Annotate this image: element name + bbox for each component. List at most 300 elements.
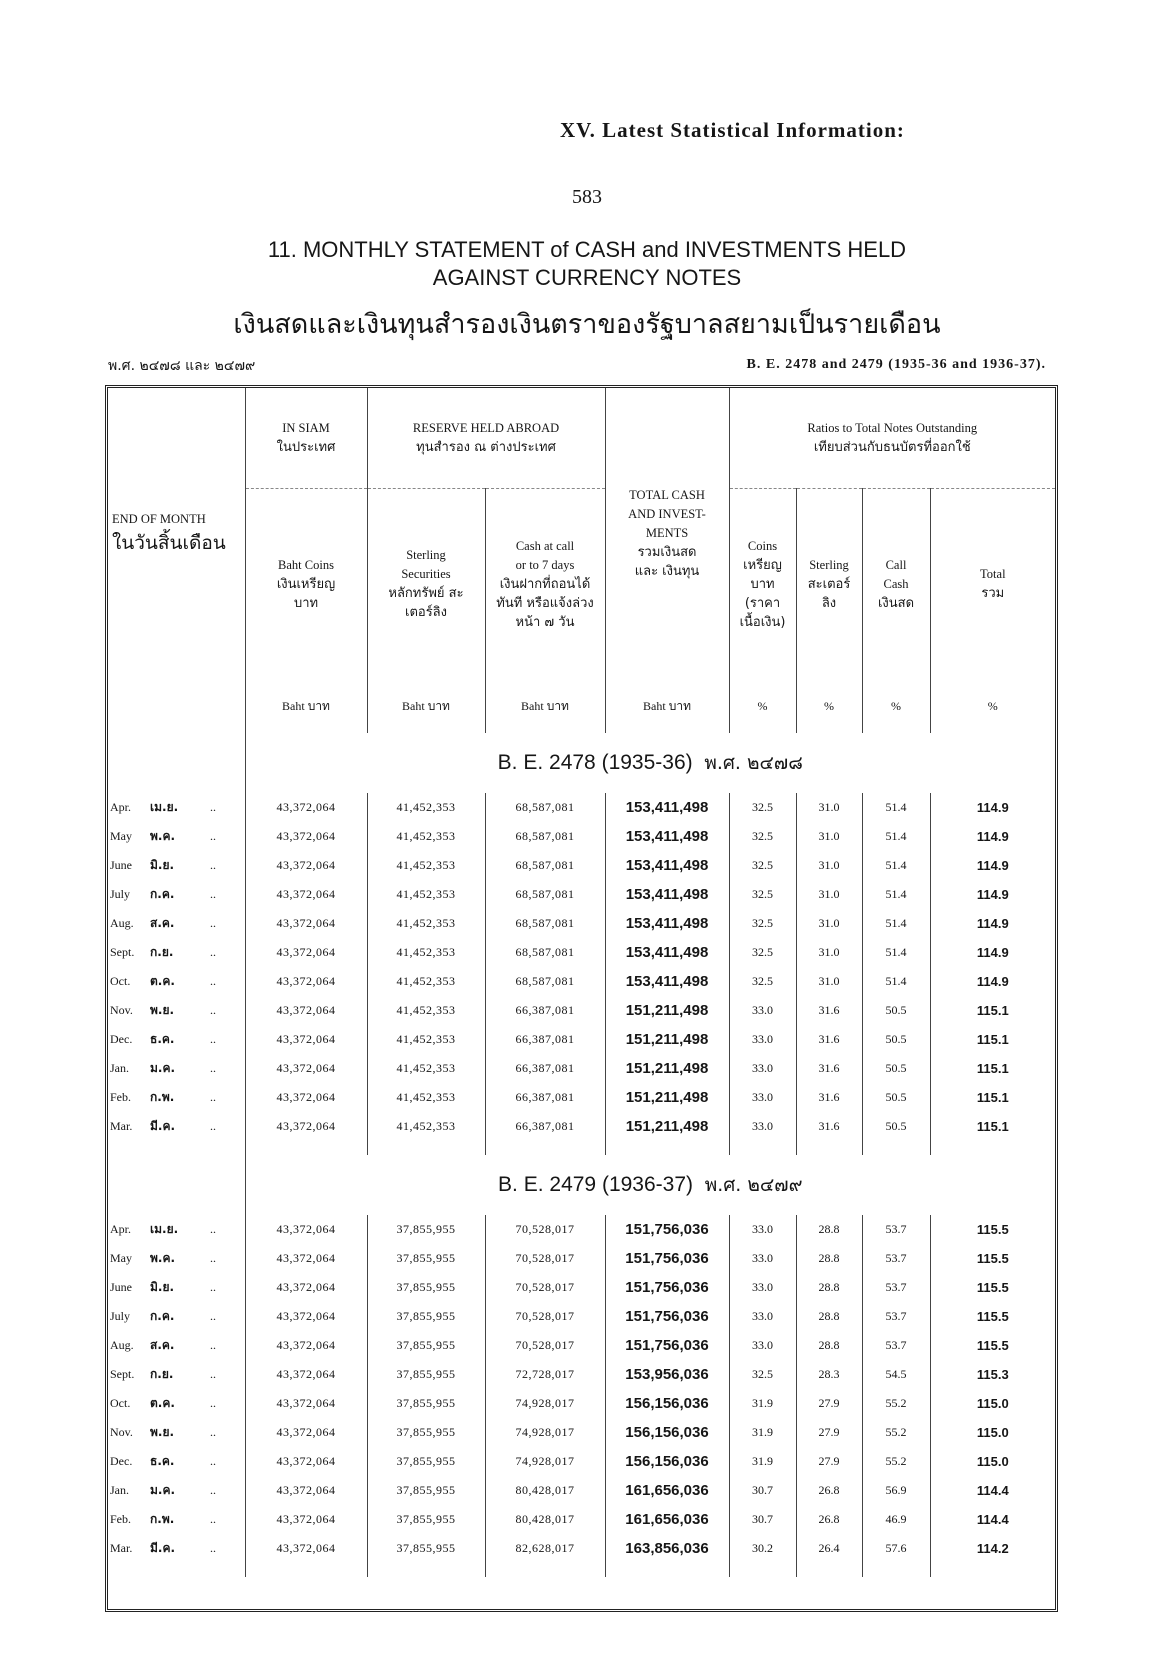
- sterling-securities-cell: 37,855,955: [367, 1418, 485, 1447]
- month-th: พ.ค.: [150, 1251, 176, 1265]
- baht-coins-cell: 43,372,064: [245, 1476, 367, 1505]
- month-en: Feb.: [110, 1512, 131, 1526]
- total-cash-cell: 161,656,036: [605, 1505, 729, 1534]
- baht-coins-cell: 43,372,064: [245, 1447, 367, 1476]
- ratio-sterling-cell: 26.8: [796, 1476, 862, 1505]
- baht-coins-cell: 43,372,064: [245, 1302, 367, 1331]
- month-cell: [108, 1112, 245, 1141]
- ratio-sterling-cell: 31.0: [796, 880, 862, 909]
- table-row: [108, 1476, 1055, 1505]
- ratio-coins-cell: 33.0: [729, 1273, 796, 1302]
- leader-dots: ..: [210, 1367, 216, 1381]
- ratio-coins-cell: 32.5: [729, 793, 796, 822]
- ratio-total-cell: 115.1: [930, 1083, 1055, 1112]
- table-row: [108, 1112, 1055, 1141]
- call-cash-cell: 70,528,017: [485, 1302, 605, 1331]
- month-cell: [108, 1083, 245, 1112]
- leader-dots: ..: [210, 945, 216, 959]
- month-th: เม.ย.: [150, 1222, 179, 1236]
- ratio-sterling-cell: 31.0: [796, 938, 862, 967]
- ratio-call-cell: 50.5: [862, 996, 930, 1025]
- baht-coins-cell: 43,372,064: [245, 1360, 367, 1389]
- baht-coins-cell: 43,372,064: [245, 967, 367, 996]
- leader-dots: ..: [210, 974, 216, 988]
- ratio-total-cell: 115.0: [930, 1389, 1055, 1418]
- ratio-coins-cell: 31.9: [729, 1389, 796, 1418]
- month-en: Nov.: [110, 1425, 133, 1439]
- table-row: [108, 1273, 1055, 1302]
- ratio-coins-cell: 32.5: [729, 1360, 796, 1389]
- leader-dots: ..: [210, 1425, 216, 1439]
- call-cash-cell: 74,928,017: [485, 1418, 605, 1447]
- leader-dots: ..: [210, 1309, 216, 1323]
- ratio-call-cell: 51.4: [862, 880, 930, 909]
- table-row: [108, 822, 1055, 851]
- month-en: Nov.: [110, 1003, 133, 1017]
- ratio-total-cell: 115.5: [930, 1302, 1055, 1331]
- leader-dots: ..: [210, 1032, 216, 1046]
- table-row: [108, 793, 1055, 822]
- ratio-total-cell: 115.1: [930, 1112, 1055, 1141]
- baht-coins-cell: 43,372,064: [245, 822, 367, 851]
- ratio-total-cell: 115.5: [930, 1331, 1055, 1360]
- ratio-call-cell: 51.4: [862, 967, 930, 996]
- leader-dots: ..: [210, 1090, 216, 1104]
- month-cell: [108, 938, 245, 967]
- month-th: ก.พ.: [150, 1512, 175, 1526]
- leader-dots: ..: [210, 887, 216, 901]
- sterling-securities-cell: 37,855,955: [367, 1447, 485, 1476]
- month-th: ก.ย.: [150, 1367, 174, 1381]
- ratio-call-cell: 57.6: [862, 1534, 930, 1563]
- ratio-call-cell: 51.4: [862, 793, 930, 822]
- col-ratio-call-header: Call Cash เงินสด: [862, 489, 930, 680]
- leader-dots: ..: [210, 1251, 216, 1265]
- call-cash-cell: 68,587,081: [485, 909, 605, 938]
- sterling-securities-cell: 41,452,353: [367, 1083, 485, 1112]
- table-row: [108, 1505, 1055, 1534]
- sterling-securities-cell: 37,855,955: [367, 1534, 485, 1563]
- baht-coins-cell: 43,372,064: [245, 1505, 367, 1534]
- total-cash-cell: 153,411,498: [605, 851, 729, 880]
- page-number: 583: [572, 186, 602, 208]
- month-th: ส.ค.: [150, 916, 175, 930]
- month-cell: [108, 1054, 245, 1083]
- baht-coins-cell: 43,372,064: [245, 1215, 367, 1244]
- ratio-sterling-cell: 31.6: [796, 1083, 862, 1112]
- ratio-sterling-cell: 26.4: [796, 1534, 862, 1563]
- col-ratio-coins-header: Coins เหรียญ บาท (ราคาเนื้อเงิน): [729, 489, 796, 680]
- baht-coins-cell: 43,372,064: [245, 1418, 367, 1447]
- year-heading-row: [108, 1155, 1055, 1215]
- call-cash-cell: 68,587,081: [485, 851, 605, 880]
- ratio-coins-cell: 32.5: [729, 822, 796, 851]
- month-cell: [108, 1505, 245, 1534]
- month-en: Feb.: [110, 1090, 131, 1104]
- ratio-coins-cell: 31.9: [729, 1447, 796, 1476]
- title-line-2: AGAINST CURRENCY NOTES: [432, 265, 742, 290]
- call-cash-cell: 66,387,081: [485, 1054, 605, 1083]
- ratio-total-cell: 115.1: [930, 1025, 1055, 1054]
- ratio-total-cell: 115.3: [930, 1360, 1055, 1389]
- sterling-securities-cell: 41,452,353: [367, 822, 485, 851]
- month-cell: [108, 996, 245, 1025]
- month-cell: [108, 1025, 245, 1054]
- baht-coins-cell: 43,372,064: [245, 1534, 367, 1563]
- call-cash-cell: 68,587,081: [485, 938, 605, 967]
- statement-table: [108, 388, 1055, 1577]
- month-en: Mar.: [110, 1119, 133, 1133]
- ratio-coins-cell: 30.7: [729, 1476, 796, 1505]
- ratio-sterling-cell: 31.0: [796, 793, 862, 822]
- month-en: Sept.: [110, 945, 135, 959]
- call-cash-cell: 82,628,017: [485, 1534, 605, 1563]
- ratio-call-cell: 50.5: [862, 1112, 930, 1141]
- sterling-securities-cell: 41,452,353: [367, 793, 485, 822]
- title-line-1: 11. MONTHLY STATEMENT of CASH and INVESTMENTS HELD: [267, 237, 907, 262]
- table-row: [108, 1389, 1055, 1418]
- month-cell: [108, 1302, 245, 1331]
- col-coins-header: Baht Coins เงินเหรียญ บาท: [245, 489, 367, 680]
- unit-baht: Baht บาท: [245, 679, 367, 733]
- total-cash-cell: 151,211,498: [605, 1112, 729, 1141]
- month-en: Mar.: [110, 1541, 133, 1555]
- col-month-header: END OF MONTH ในวันสิ้นเดือน: [112, 512, 226, 554]
- baht-coins-cell: 43,372,064: [245, 909, 367, 938]
- ratio-coins-cell: 33.0: [729, 996, 796, 1025]
- baht-coins-cell: 43,372,064: [245, 851, 367, 880]
- ratio-call-cell: 56.9: [862, 1476, 930, 1505]
- ratio-total-cell: 114.9: [930, 967, 1055, 996]
- month-en: Jan.: [110, 1061, 129, 1075]
- month-cell: [108, 1331, 245, 1360]
- table-row: [108, 1534, 1055, 1563]
- month-en: July: [110, 1309, 131, 1323]
- ratio-call-cell: 51.4: [862, 851, 930, 880]
- leader-dots: ..: [210, 1483, 216, 1497]
- sterling-securities-cell: 37,855,955: [367, 1244, 485, 1273]
- call-cash-cell: 72,728,017: [485, 1360, 605, 1389]
- month-cell: [108, 851, 245, 880]
- ratio-coins-cell: 33.0: [729, 1244, 796, 1273]
- year-heading: [245, 1155, 1055, 1215]
- unit-baht: Baht บาท: [605, 679, 729, 733]
- month-cell: [108, 1273, 245, 1302]
- sterling-securities-cell: 41,452,353: [367, 909, 485, 938]
- month-cell: [108, 1476, 245, 1505]
- month-th: มี.ค.: [150, 1541, 176, 1555]
- baht-coins-cell: 43,372,064: [245, 1054, 367, 1083]
- ratio-call-cell: 51.4: [862, 909, 930, 938]
- ratio-coins-cell: 31.9: [729, 1418, 796, 1447]
- month-en: Oct.: [110, 974, 131, 988]
- ratio-total-cell: 114.9: [930, 851, 1055, 880]
- ratio-sterling-cell: 27.9: [796, 1447, 862, 1476]
- total-cash-cell: 153,411,498: [605, 880, 729, 909]
- month-th: มิ.ย.: [150, 858, 175, 872]
- sterling-securities-cell: 41,452,353: [367, 967, 485, 996]
- statement-title: [0, 236, 1174, 292]
- ratio-coins-cell: 30.7: [729, 1505, 796, 1534]
- month-th: ต.ค.: [150, 974, 175, 988]
- sterling-securities-cell: 41,452,353: [367, 1025, 485, 1054]
- total-cash-cell: 151,756,036: [605, 1331, 729, 1360]
- month-th: ก.พ.: [150, 1090, 175, 1104]
- leader-dots: ..: [210, 858, 216, 872]
- ratio-call-cell: 53.7: [862, 1244, 930, 1273]
- year-label: B. E. 2478 (1935-36): [497, 751, 693, 774]
- baht-coins-cell: 43,372,064: [245, 1083, 367, 1112]
- leader-dots: ..: [210, 1061, 216, 1075]
- month-th: ก.ย.: [150, 945, 174, 959]
- year-heading-row: [108, 733, 1055, 793]
- sterling-securities-cell: 37,855,955: [367, 1476, 485, 1505]
- month-en: June: [110, 1280, 132, 1294]
- month-cell: [108, 1215, 245, 1244]
- unit-baht: Baht บาท: [367, 679, 485, 733]
- table-row: [108, 851, 1055, 880]
- ratio-sterling-cell: 28.8: [796, 1302, 862, 1331]
- call-cash-cell: 80,428,017: [485, 1505, 605, 1534]
- table-row: [108, 1083, 1055, 1112]
- month-en: Dec.: [110, 1454, 133, 1468]
- table-header: [108, 388, 1055, 733]
- table-row: [108, 938, 1055, 967]
- table-row: [108, 1215, 1055, 1244]
- ratio-total-cell: 115.1: [930, 1054, 1055, 1083]
- year-label-thai: พ.ศ. ๒๔๗๘: [704, 752, 803, 774]
- ratio-coins-cell: 30.2: [729, 1534, 796, 1563]
- unit-baht: Baht บาท: [485, 679, 605, 733]
- total-cash-cell: 151,756,036: [605, 1244, 729, 1273]
- col-call-header: Cash at call or to 7 days เงินฝากที่ถอนได้ทันที หรือแจ้งล่วงหน้า ๗ วัน: [485, 489, 605, 680]
- total-cash-cell: 153,411,498: [605, 938, 729, 967]
- ratio-call-cell: 55.2: [862, 1389, 930, 1418]
- ratio-total-cell: 114.4: [930, 1476, 1055, 1505]
- sterling-securities-cell: 37,855,955: [367, 1505, 485, 1534]
- leader-dots: ..: [210, 1003, 216, 1017]
- ratio-sterling-cell: 31.0: [796, 851, 862, 880]
- ratio-sterling-cell: 28.8: [796, 1244, 862, 1273]
- month-th: พ.ย.: [150, 1003, 175, 1017]
- ratio-call-cell: 46.9: [862, 1505, 930, 1534]
- years-english: B. E. 2478 and 2479 (1935-36 and 1936-37).: [746, 357, 1046, 372]
- col-ratios-header: Ratios to Total Notes Outstanding เทียบส่วนกับธนบัตรที่ออกใช้: [729, 388, 1055, 489]
- year-heading: [245, 733, 1055, 793]
- baht-coins-cell: 43,372,064: [245, 793, 367, 822]
- call-cash-cell: 70,528,017: [485, 1215, 605, 1244]
- month-th: ต.ค.: [150, 1396, 175, 1410]
- ratio-total-cell: 114.9: [930, 909, 1055, 938]
- month-en: May: [110, 1251, 132, 1265]
- month-th: ม.ค.: [150, 1061, 176, 1075]
- baht-coins-cell: 43,372,064: [245, 880, 367, 909]
- call-cash-cell: 68,587,081: [485, 880, 605, 909]
- sterling-securities-cell: 37,855,955: [367, 1389, 485, 1418]
- leader-dots: ..: [210, 916, 216, 930]
- leader-dots: ..: [210, 829, 216, 843]
- ratio-sterling-cell: 27.9: [796, 1418, 862, 1447]
- leader-dots: ..: [210, 1222, 216, 1236]
- units-row: [108, 679, 1055, 733]
- years-thai: พ.ศ. ๒๔๗๘ และ ๒๔๗๙: [108, 358, 256, 374]
- ratio-coins-cell: 33.0: [729, 1025, 796, 1054]
- sterling-securities-cell: 41,452,353: [367, 1112, 485, 1141]
- leader-dots: ..: [210, 1541, 216, 1555]
- month-th: พ.ย.: [150, 1425, 175, 1439]
- ratio-total-cell: 115.5: [930, 1215, 1055, 1244]
- ratio-total-cell: 115.0: [930, 1418, 1055, 1447]
- table-row: [108, 1244, 1055, 1273]
- month-en: Apr.: [110, 1222, 131, 1236]
- ratio-coins-cell: 33.0: [729, 1054, 796, 1083]
- total-cash-cell: 156,156,036: [605, 1418, 729, 1447]
- ratio-sterling-cell: 28.3: [796, 1360, 862, 1389]
- unit-percent: %: [930, 679, 1055, 733]
- unit-percent: %: [796, 679, 862, 733]
- month-th: ม.ค.: [150, 1483, 176, 1497]
- ratio-coins-cell: 32.5: [729, 967, 796, 996]
- total-cash-cell: 153,411,498: [605, 967, 729, 996]
- ratio-total-cell: 114.4: [930, 1505, 1055, 1534]
- col-siam-header: IN SIAM ในประเทศ: [245, 388, 367, 489]
- ratio-total-cell: 115.5: [930, 1273, 1055, 1302]
- total-cash-cell: 151,211,498: [605, 1025, 729, 1054]
- baht-coins-cell: 43,372,064: [245, 1112, 367, 1141]
- month-th: ธ.ค.: [150, 1032, 175, 1046]
- baht-coins-cell: 43,372,064: [245, 1389, 367, 1418]
- table-row: [108, 967, 1055, 996]
- ratio-call-cell: 53.7: [862, 1273, 930, 1302]
- ratio-sterling-cell: 31.6: [796, 1054, 862, 1083]
- call-cash-cell: 66,387,081: [485, 1025, 605, 1054]
- leader-dots: ..: [210, 1454, 216, 1468]
- unit-percent: %: [862, 679, 930, 733]
- ratio-sterling-cell: 27.9: [796, 1389, 862, 1418]
- month-en: June: [110, 858, 132, 872]
- ratio-call-cell: 50.5: [862, 1054, 930, 1083]
- table-row: [108, 1447, 1055, 1476]
- ratio-total-cell: 114.2: [930, 1534, 1055, 1563]
- section-heading: XV. Latest Statistical Information:: [560, 118, 905, 142]
- ratio-coins-cell: 33.0: [729, 1302, 796, 1331]
- ratio-total-cell: 114.9: [930, 938, 1055, 967]
- sterling-securities-cell: 41,452,353: [367, 1054, 485, 1083]
- table-row: [108, 1331, 1055, 1360]
- ratio-coins-cell: 32.5: [729, 938, 796, 967]
- table-body: [108, 733, 1055, 1577]
- ratio-sterling-cell: 31.0: [796, 909, 862, 938]
- sterling-securities-cell: 37,855,955: [367, 1302, 485, 1331]
- call-cash-cell: 66,387,081: [485, 996, 605, 1025]
- month-cell: [108, 1534, 245, 1563]
- ratio-total-cell: 115.1: [930, 996, 1055, 1025]
- month-th: พ.ค.: [150, 829, 176, 843]
- col-ratio-total-header: Total รวม: [930, 489, 1055, 680]
- month-en: Oct.: [110, 1396, 131, 1410]
- sterling-securities-cell: 37,855,955: [367, 1331, 485, 1360]
- call-cash-cell: 68,587,081: [485, 967, 605, 996]
- ratio-total-cell: 114.9: [930, 880, 1055, 909]
- baht-coins-cell: 43,372,064: [245, 938, 367, 967]
- ratio-sterling-cell: 28.8: [796, 1331, 862, 1360]
- table-row: [108, 1025, 1055, 1054]
- month-cell: [108, 880, 245, 909]
- month-cell: [108, 1447, 245, 1476]
- ratio-call-cell: 50.5: [862, 1083, 930, 1112]
- ratio-call-cell: 55.2: [862, 1418, 930, 1447]
- ratio-call-cell: 51.4: [862, 938, 930, 967]
- table-row: [108, 996, 1055, 1025]
- year-label: B. E. 2479 (1936-37): [498, 1173, 694, 1196]
- ratio-sterling-cell: 31.0: [796, 967, 862, 996]
- ratio-sterling-cell: 31.6: [796, 996, 862, 1025]
- total-cash-cell: 161,656,036: [605, 1476, 729, 1505]
- month-cell: [108, 1360, 245, 1389]
- baht-coins-cell: 43,372,064: [245, 1244, 367, 1273]
- call-cash-cell: 70,528,017: [485, 1273, 605, 1302]
- total-cash-cell: 153,956,036: [605, 1360, 729, 1389]
- leader-dots: ..: [210, 1338, 216, 1352]
- col-abroad-header: RESERVE HELD ABROAD ทุนสำรอง ณ ต่างประเทศ: [367, 388, 605, 489]
- call-cash-cell: 66,387,081: [485, 1083, 605, 1112]
- ratio-call-cell: 51.4: [862, 822, 930, 851]
- total-cash-cell: 156,156,036: [605, 1447, 729, 1476]
- call-cash-cell: 70,528,017: [485, 1244, 605, 1273]
- table-row: [108, 880, 1055, 909]
- total-cash-cell: 153,411,498: [605, 793, 729, 822]
- leader-dots: ..: [210, 1396, 216, 1410]
- month-th: ส.ค.: [150, 1338, 175, 1352]
- month-th: มี.ค.: [150, 1119, 176, 1133]
- month-en: Aug.: [110, 1338, 134, 1352]
- ratio-call-cell: 50.5: [862, 1025, 930, 1054]
- spacer-row: [108, 1563, 1055, 1577]
- table-row: [108, 1418, 1055, 1447]
- spacer-row: [108, 1141, 1055, 1155]
- baht-coins-cell: 43,372,064: [245, 1331, 367, 1360]
- month-en: Sept.: [110, 1367, 135, 1381]
- year-label-thai: พ.ศ. ๒๔๗๙: [704, 1174, 803, 1196]
- call-cash-cell: 68,587,081: [485, 793, 605, 822]
- month-th: ก.ค.: [150, 1309, 175, 1323]
- month-en: Apr.: [110, 800, 131, 814]
- call-cash-cell: 70,528,017: [485, 1331, 605, 1360]
- total-cash-cell: 151,211,498: [605, 1083, 729, 1112]
- unit-percent: %: [729, 679, 796, 733]
- ratio-coins-cell: 33.0: [729, 1331, 796, 1360]
- table-row: [108, 1302, 1055, 1331]
- sterling-securities-cell: 37,855,955: [367, 1215, 485, 1244]
- month-cell: [108, 909, 245, 938]
- month-th: ธ.ค.: [150, 1454, 175, 1468]
- col-ratio-sterling-header: Sterling สะเตอร์ลิง: [796, 489, 862, 680]
- month-th: เม.ย.: [150, 800, 179, 814]
- statement-title-thai: เงินสดและเงินทุนสำรองเงินตราของรัฐบาลสยามเป็นรายเดือน: [233, 309, 941, 340]
- month-en: Jan.: [110, 1483, 129, 1497]
- ratio-coins-cell: 32.5: [729, 880, 796, 909]
- total-cash-cell: 156,156,036: [605, 1389, 729, 1418]
- sterling-securities-cell: 41,452,353: [367, 851, 485, 880]
- month-th: มิ.ย.: [150, 1280, 175, 1294]
- sterling-securities-cell: 37,855,955: [367, 1273, 485, 1302]
- ratio-sterling-cell: 26.8: [796, 1505, 862, 1534]
- sterling-securities-cell: 41,452,353: [367, 938, 485, 967]
- month-en: May: [110, 829, 132, 843]
- month-cell: [108, 1244, 245, 1273]
- ratio-total-cell: 115.5: [930, 1244, 1055, 1273]
- sterling-securities-cell: 37,855,955: [367, 1360, 485, 1389]
